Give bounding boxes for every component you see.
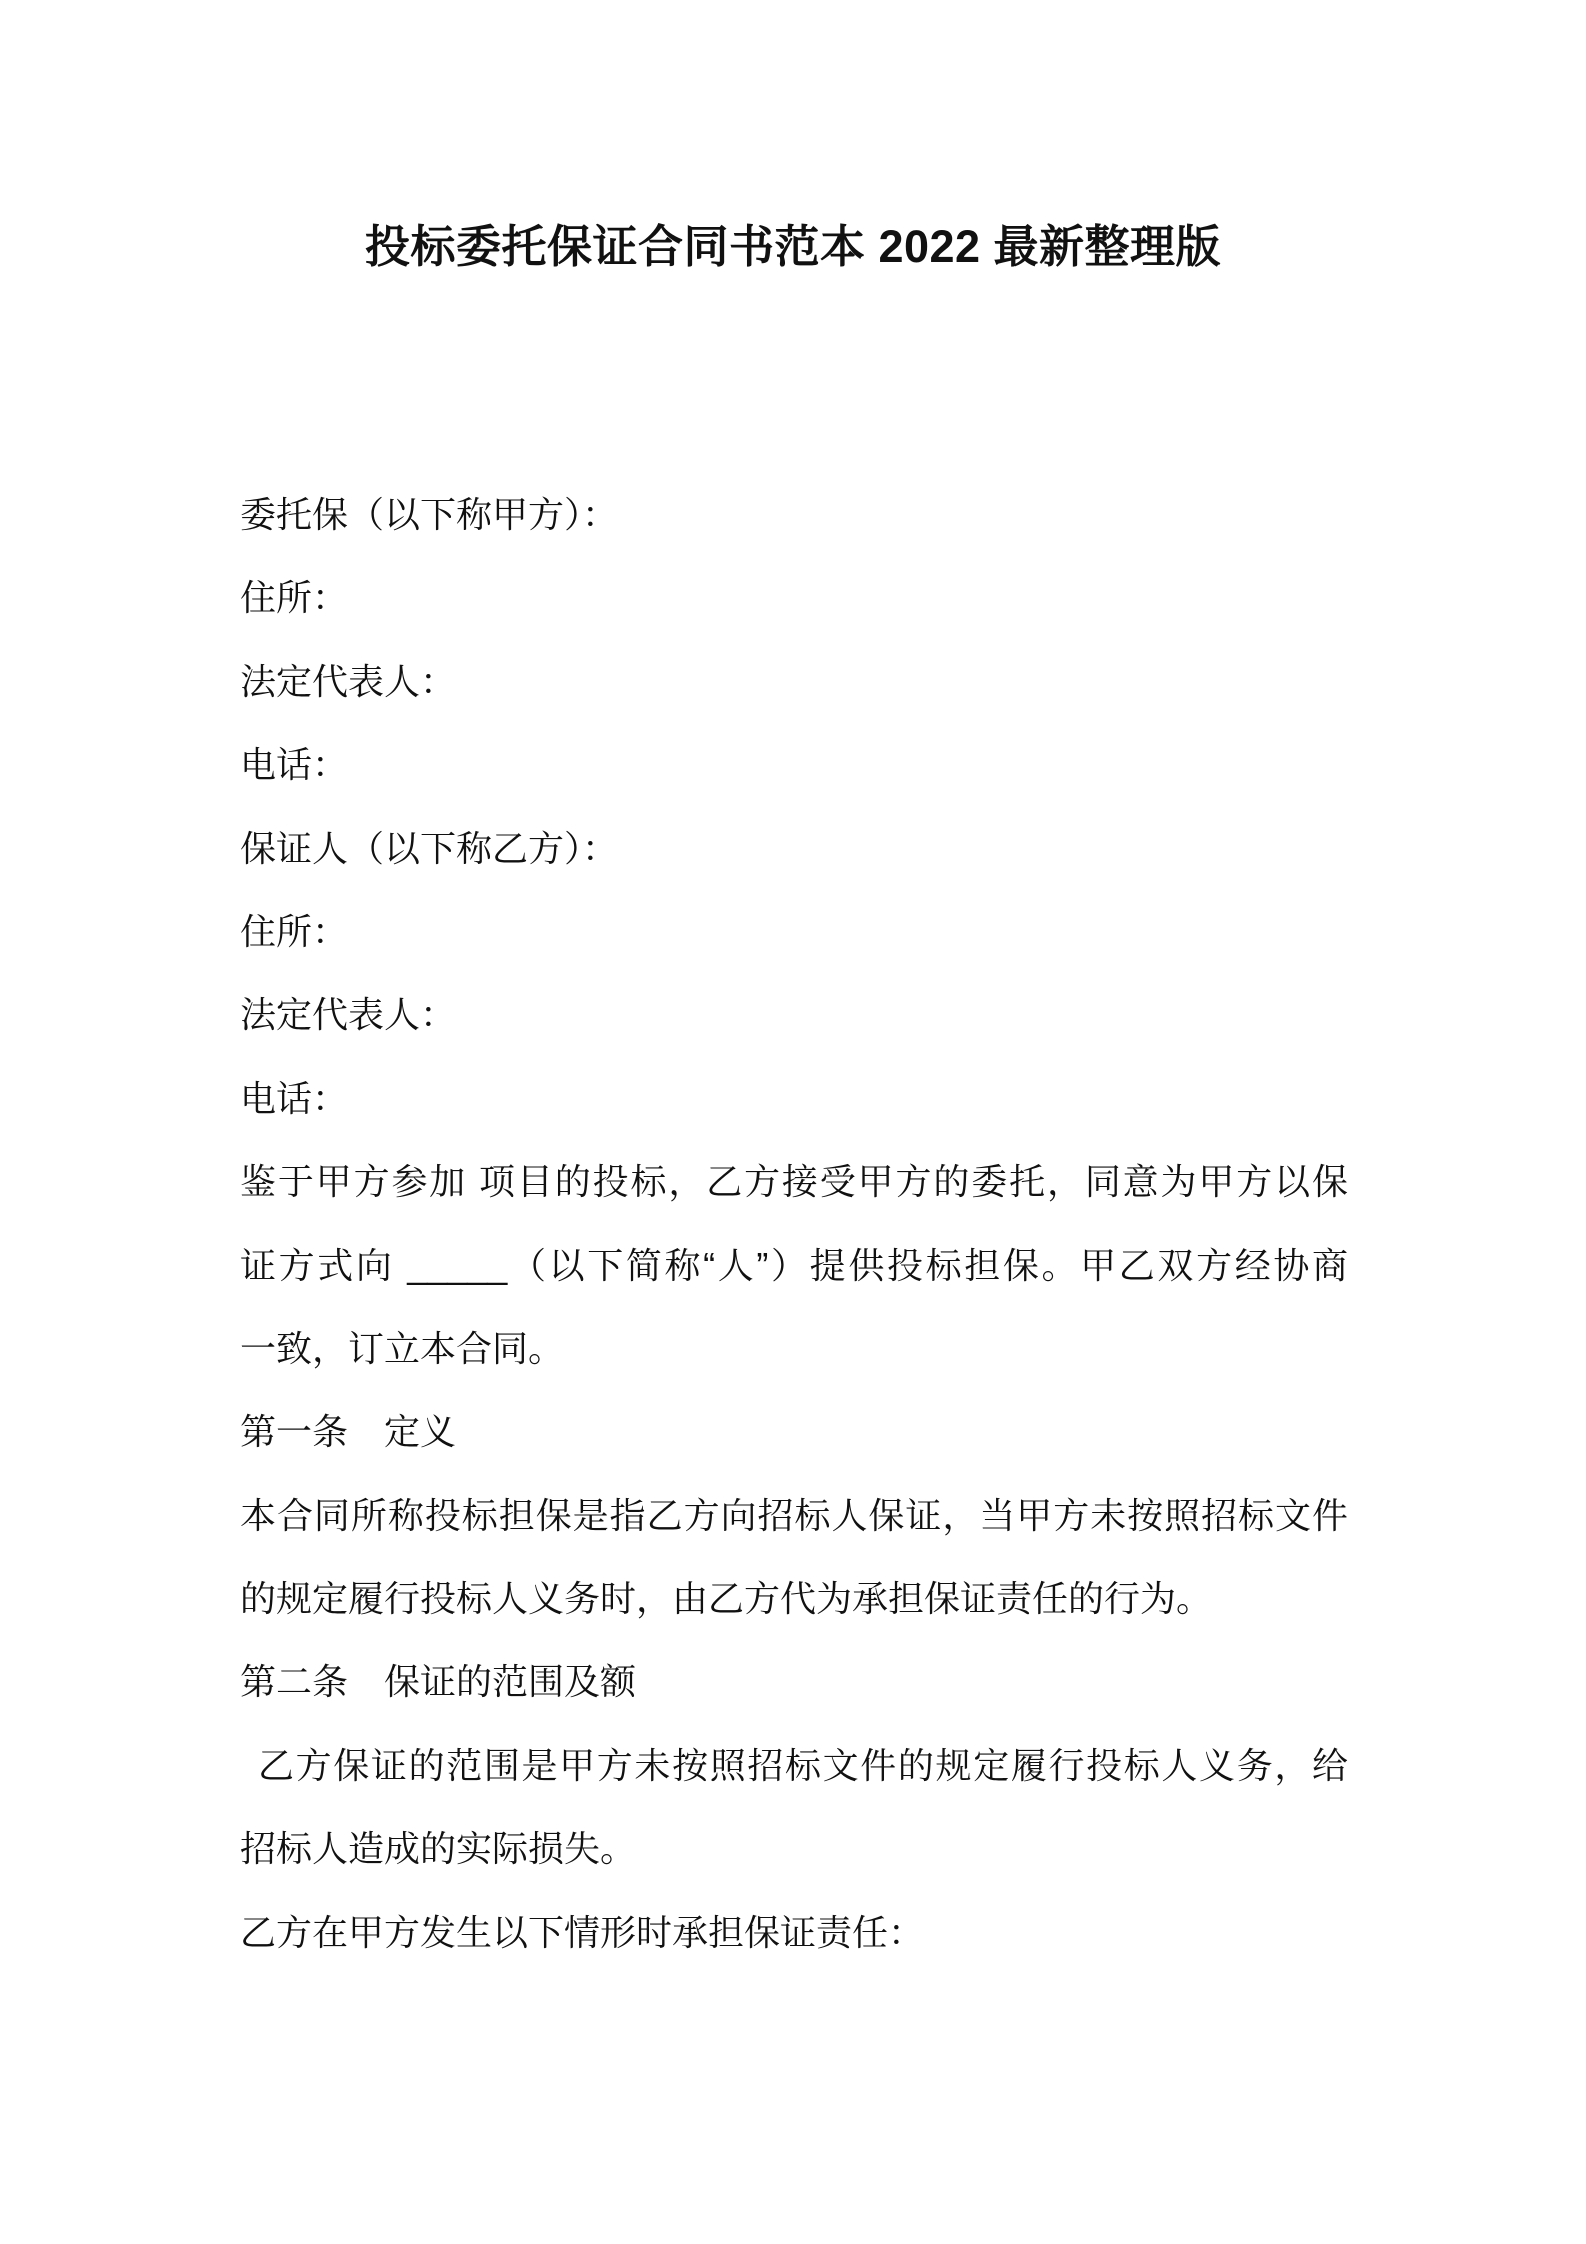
party-a-address-field: 住所： (240, 577, 349, 619)
article-1-text-line: 的规定履行投标人义务时，由乙方代为承担保证责任的行为。 (240, 1578, 1213, 1620)
party-b-address-field: 住所： (240, 910, 349, 952)
party-a-heading: 委托保（以下称甲方）： (240, 494, 619, 535)
party-a-block (240, 473, 1348, 807)
party-a-representative-field: 法定代表人： (240, 660, 457, 702)
party-b-block (240, 807, 1348, 1141)
article-2-text-line: 招标人造成的实际损失。 (240, 1828, 637, 1870)
article-1 (240, 1390, 1348, 1640)
preamble-line: 鉴于甲方参加 项目的投标，乙方接受甲方的委托，同意为甲方以保 (240, 1161, 1348, 1203)
party-a-phone-field: 电话： (240, 744, 349, 786)
closing-statement: 乙方在甲方发生以下情形时承担保证责任： (240, 1911, 925, 1953)
contract-body (240, 473, 1348, 1974)
article-1-heading: 第一条 定义 (240, 1411, 457, 1453)
party-b-heading: 保证人（以下称乙方）： (240, 827, 619, 869)
preamble-line: 一致，订立本合同。 (240, 1327, 565, 1369)
article-2-heading: 第二条 保证的范围及额 (240, 1661, 637, 1703)
party-b-phone-field: 电话： (240, 1077, 349, 1119)
document-title: 投标委托保证合同书范本 2022 最新整理版 (364, 221, 1222, 272)
party-b-representative-field: 法定代表人： (240, 994, 457, 1036)
preamble-line: 证方式向 _____（以下简称“人”）提供投标担保。甲乙双方经协商 (240, 1244, 1348, 1286)
article-1-text-line: 本合同所称投标担保是指乙方向招标人保证，当甲方未按照招标文件 (240, 1494, 1348, 1536)
preamble-paragraph (240, 1140, 1348, 1390)
article-2-text-line: 乙方保证的范围是甲方未按照招标文件的规定履行投标人义务，给 (258, 1744, 1348, 1786)
article-2 (240, 1640, 1348, 1890)
